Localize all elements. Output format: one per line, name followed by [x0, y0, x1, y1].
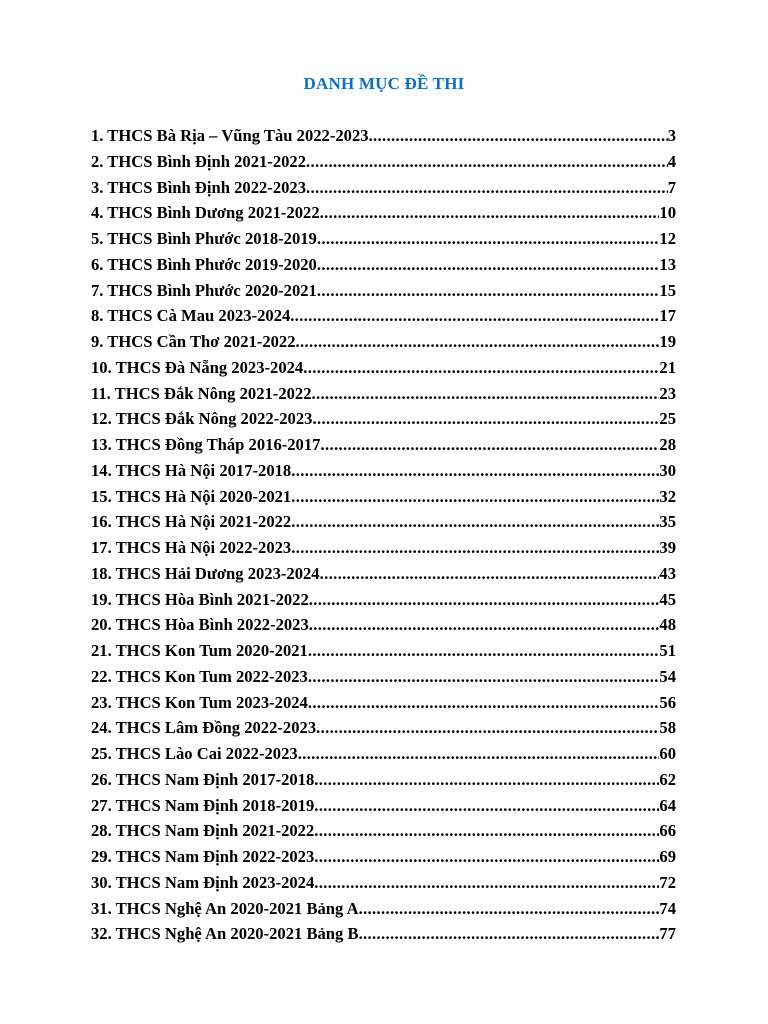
toc-entry-label: 19. THCS Hòa Bình 2021-2022 [91, 589, 309, 609]
toc-entry-label: 8. THCS Cà Mau 2023-2024 [91, 306, 291, 326]
toc-entry[interactable] [91, 770, 676, 796]
toc-entry[interactable] [91, 924, 676, 950]
toc-entry[interactable] [91, 899, 676, 925]
toc-entry[interactable] [91, 615, 676, 641]
toc-dot-leader [298, 744, 660, 764]
toc-entry[interactable] [91, 332, 676, 358]
toc-dot-leader [291, 487, 659, 507]
toc-entry-page-number: 17 [659, 306, 676, 326]
toc-entry[interactable] [91, 487, 676, 513]
toc-entry-page-number: 54 [659, 666, 676, 686]
toc-dot-leader [359, 924, 660, 944]
toc-entry[interactable] [91, 590, 676, 616]
toc-dot-leader [359, 899, 660, 919]
toc-entry-page-number: 19 [659, 332, 676, 351]
toc-dot-leader [320, 435, 659, 455]
toc-entry-page-number: 15 [659, 280, 676, 300]
toc-dot-leader [317, 229, 660, 249]
toc-entry-label: 18. THCS Hải Dương 2023-2024 [91, 563, 320, 583]
toc-dot-leader [320, 564, 660, 584]
toc-entry[interactable] [91, 538, 676, 564]
toc-entry[interactable] [91, 693, 676, 719]
toc-dot-leader [291, 512, 659, 532]
toc-entry-label: 2. THCS Bình Định 2021-2022 [91, 151, 307, 171]
toc-dot-leader [316, 718, 659, 738]
toc-entry-label: 11. THCS Đắk Nông 2021-2022 [91, 383, 312, 403]
toc-entry-page-number: 60 [659, 744, 676, 763]
toc-entry[interactable] [91, 821, 676, 847]
toc-entry[interactable] [91, 126, 676, 152]
toc-dot-leader [296, 332, 660, 352]
page-title: DANH MỤC ĐỀ THI [303, 74, 465, 93]
toc-entry-page-number: 51 [659, 641, 676, 660]
toc-entry-page-number: 45 [659, 589, 676, 609]
toc-entry-label: 28. THCS Nam Định 2021-2022 [91, 821, 315, 841]
toc-entry[interactable] [91, 435, 676, 461]
toc-entry[interactable] [91, 229, 676, 255]
toc-entry-page-number: 77 [659, 924, 676, 944]
toc-entry[interactable] [91, 873, 676, 899]
toc-dot-leader [312, 409, 659, 429]
toc-entry-page-number: 62 [659, 769, 676, 789]
toc-entry-label: 30. THCS Nam Định 2023-2024 [91, 872, 315, 892]
toc-entry-label: 12. THCS Đắk Nông 2022-2023 [91, 409, 313, 429]
toc-dot-leader [314, 796, 659, 816]
toc-dot-leader [308, 641, 660, 661]
toc-entry-page-number: 28 [659, 435, 676, 454]
toc-entry[interactable] [91, 461, 676, 487]
toc-entry-page-number: 10 [659, 203, 676, 223]
toc-entry-page-number: 43 [659, 563, 676, 583]
toc-entry-label: 6. THCS Bình Phước 2019-2020 [91, 254, 317, 274]
toc-dot-leader [309, 615, 660, 635]
toc-entry-page-number: 58 [659, 718, 676, 738]
toc-entry[interactable] [91, 641, 676, 667]
toc-entry-label: 9. THCS Cần Thơ 2021-2022 [91, 332, 296, 351]
toc-entry[interactable] [91, 306, 676, 332]
toc-entry-label: 27. THCS Nam Định 2018-2019 [91, 795, 315, 815]
toc-dot-leader [314, 847, 659, 867]
toc-dot-leader [308, 667, 660, 687]
toc-entry-page-number: 30 [659, 460, 676, 480]
toc-entry-page-number: 21 [659, 357, 676, 377]
toc-entry-page-number: 4 [667, 151, 676, 171]
toc-entry-page-number: 64 [659, 795, 676, 815]
toc-dot-leader [291, 461, 659, 481]
toc-entry[interactable] [91, 281, 676, 307]
toc-entry-label: 13. THCS Đồng Tháp 2016-2017 [91, 435, 321, 454]
toc-entry-label: 1. THCS Bà Rịa – Vũng Tàu 2022-2023 [91, 126, 369, 145]
toc-entry-page-number: 48 [659, 615, 676, 635]
toc-entry-label: 5. THCS Bình Phước 2018-2019 [91, 229, 317, 248]
toc-entry[interactable] [91, 409, 676, 435]
toc-entry-label: 10. THCS Đà Nẵng 2023-2024 [91, 357, 304, 377]
toc-entry-page-number: 13 [659, 254, 676, 274]
toc-entry[interactable] [91, 384, 676, 410]
toc-entry[interactable] [91, 203, 676, 229]
toc-entry[interactable] [91, 667, 676, 693]
toc-entry-page-number: 25 [659, 409, 676, 429]
table-of-contents [91, 126, 676, 950]
toc-entry-page-number: 72 [659, 872, 676, 892]
toc-entry[interactable] [91, 564, 676, 590]
toc-dot-leader [309, 590, 660, 610]
toc-entry-page-number: 69 [659, 847, 676, 866]
toc-entry-page-number: 32 [659, 486, 676, 506]
toc-entry[interactable] [91, 796, 676, 822]
toc-dot-leader [306, 152, 668, 172]
toc-dot-leader [303, 358, 659, 378]
toc-dot-leader [314, 821, 659, 841]
toc-entry-label: 25. THCS Lào Cai 2022-2023 [91, 744, 298, 763]
toc-entry[interactable] [91, 178, 676, 204]
toc-dot-leader [369, 126, 668, 146]
toc-dot-leader [291, 538, 659, 558]
toc-entry-label: 7. THCS Bình Phước 2020-2021 [91, 280, 317, 300]
toc-entry-label: 15. THCS Hà Nội 2020-2021 [91, 486, 292, 506]
toc-entry-label: 4. THCS Bình Dương 2021-2022 [91, 203, 320, 223]
toc-entry[interactable] [91, 255, 676, 281]
toc-entry-page-number: 39 [659, 538, 676, 557]
toc-entry-page-number: 56 [659, 692, 676, 712]
toc-entry[interactable] [91, 744, 676, 770]
toc-entry-label: 22. THCS Kon Tum 2022-2023 [91, 666, 308, 686]
toc-dot-leader [314, 873, 659, 893]
toc-entry-page-number: 7 [667, 177, 676, 197]
toc-entry-page-number: 74 [659, 898, 676, 918]
toc-entry[interactable] [91, 512, 676, 538]
toc-entry-label: 24. THCS Lâm Đồng 2022-2023 [91, 718, 317, 738]
toc-entry-page-number: 66 [659, 821, 676, 841]
toc-dot-leader [308, 693, 660, 713]
toc-entry-label: 31. THCS Nghệ An 2020-2021 Bảng A [91, 898, 359, 918]
toc-entry-label: 17. THCS Hà Nội 2022-2023 [91, 538, 292, 557]
toc-entry-label: 14. THCS Hà Nội 2017-2018 [91, 460, 292, 480]
toc-entry-label: 29. THCS Nam Định 2022-2023 [91, 847, 315, 866]
toc-dot-leader [317, 281, 660, 301]
toc-entry[interactable] [91, 358, 676, 384]
toc-entry[interactable] [91, 152, 676, 178]
toc-entry-label: 21. THCS Kon Tum 2020-2021 [91, 641, 308, 660]
toc-entry-label: 32. THCS Nghệ An 2020-2021 Bảng B [91, 924, 359, 944]
toc-entry-label: 3. THCS Bình Định 2022-2023 [91, 177, 307, 197]
toc-dot-leader [317, 255, 660, 275]
toc-dot-leader [306, 178, 668, 198]
toc-entry-label: 26. THCS Nam Định 2017-2018 [91, 769, 315, 789]
toc-entry-label: 23. THCS Kon Tum 2023-2024 [91, 692, 308, 712]
toc-entry-page-number: 35 [659, 512, 676, 532]
toc-entry[interactable] [91, 847, 676, 873]
toc-dot-leader [312, 384, 660, 404]
toc-entry-page-number: 23 [659, 383, 676, 403]
toc-entry-label: 16. THCS Hà Nội 2021-2022 [91, 512, 292, 532]
toc-dot-leader [314, 770, 659, 790]
toc-dot-leader [290, 306, 659, 326]
toc-entry-label: 20. THCS Hòa Bình 2022-2023 [91, 615, 309, 635]
toc-entry-page-number: 3 [667, 126, 676, 145]
toc-entry-page-number: 12 [659, 229, 676, 248]
toc-entry[interactable] [91, 718, 676, 744]
toc-dot-leader [320, 203, 660, 223]
